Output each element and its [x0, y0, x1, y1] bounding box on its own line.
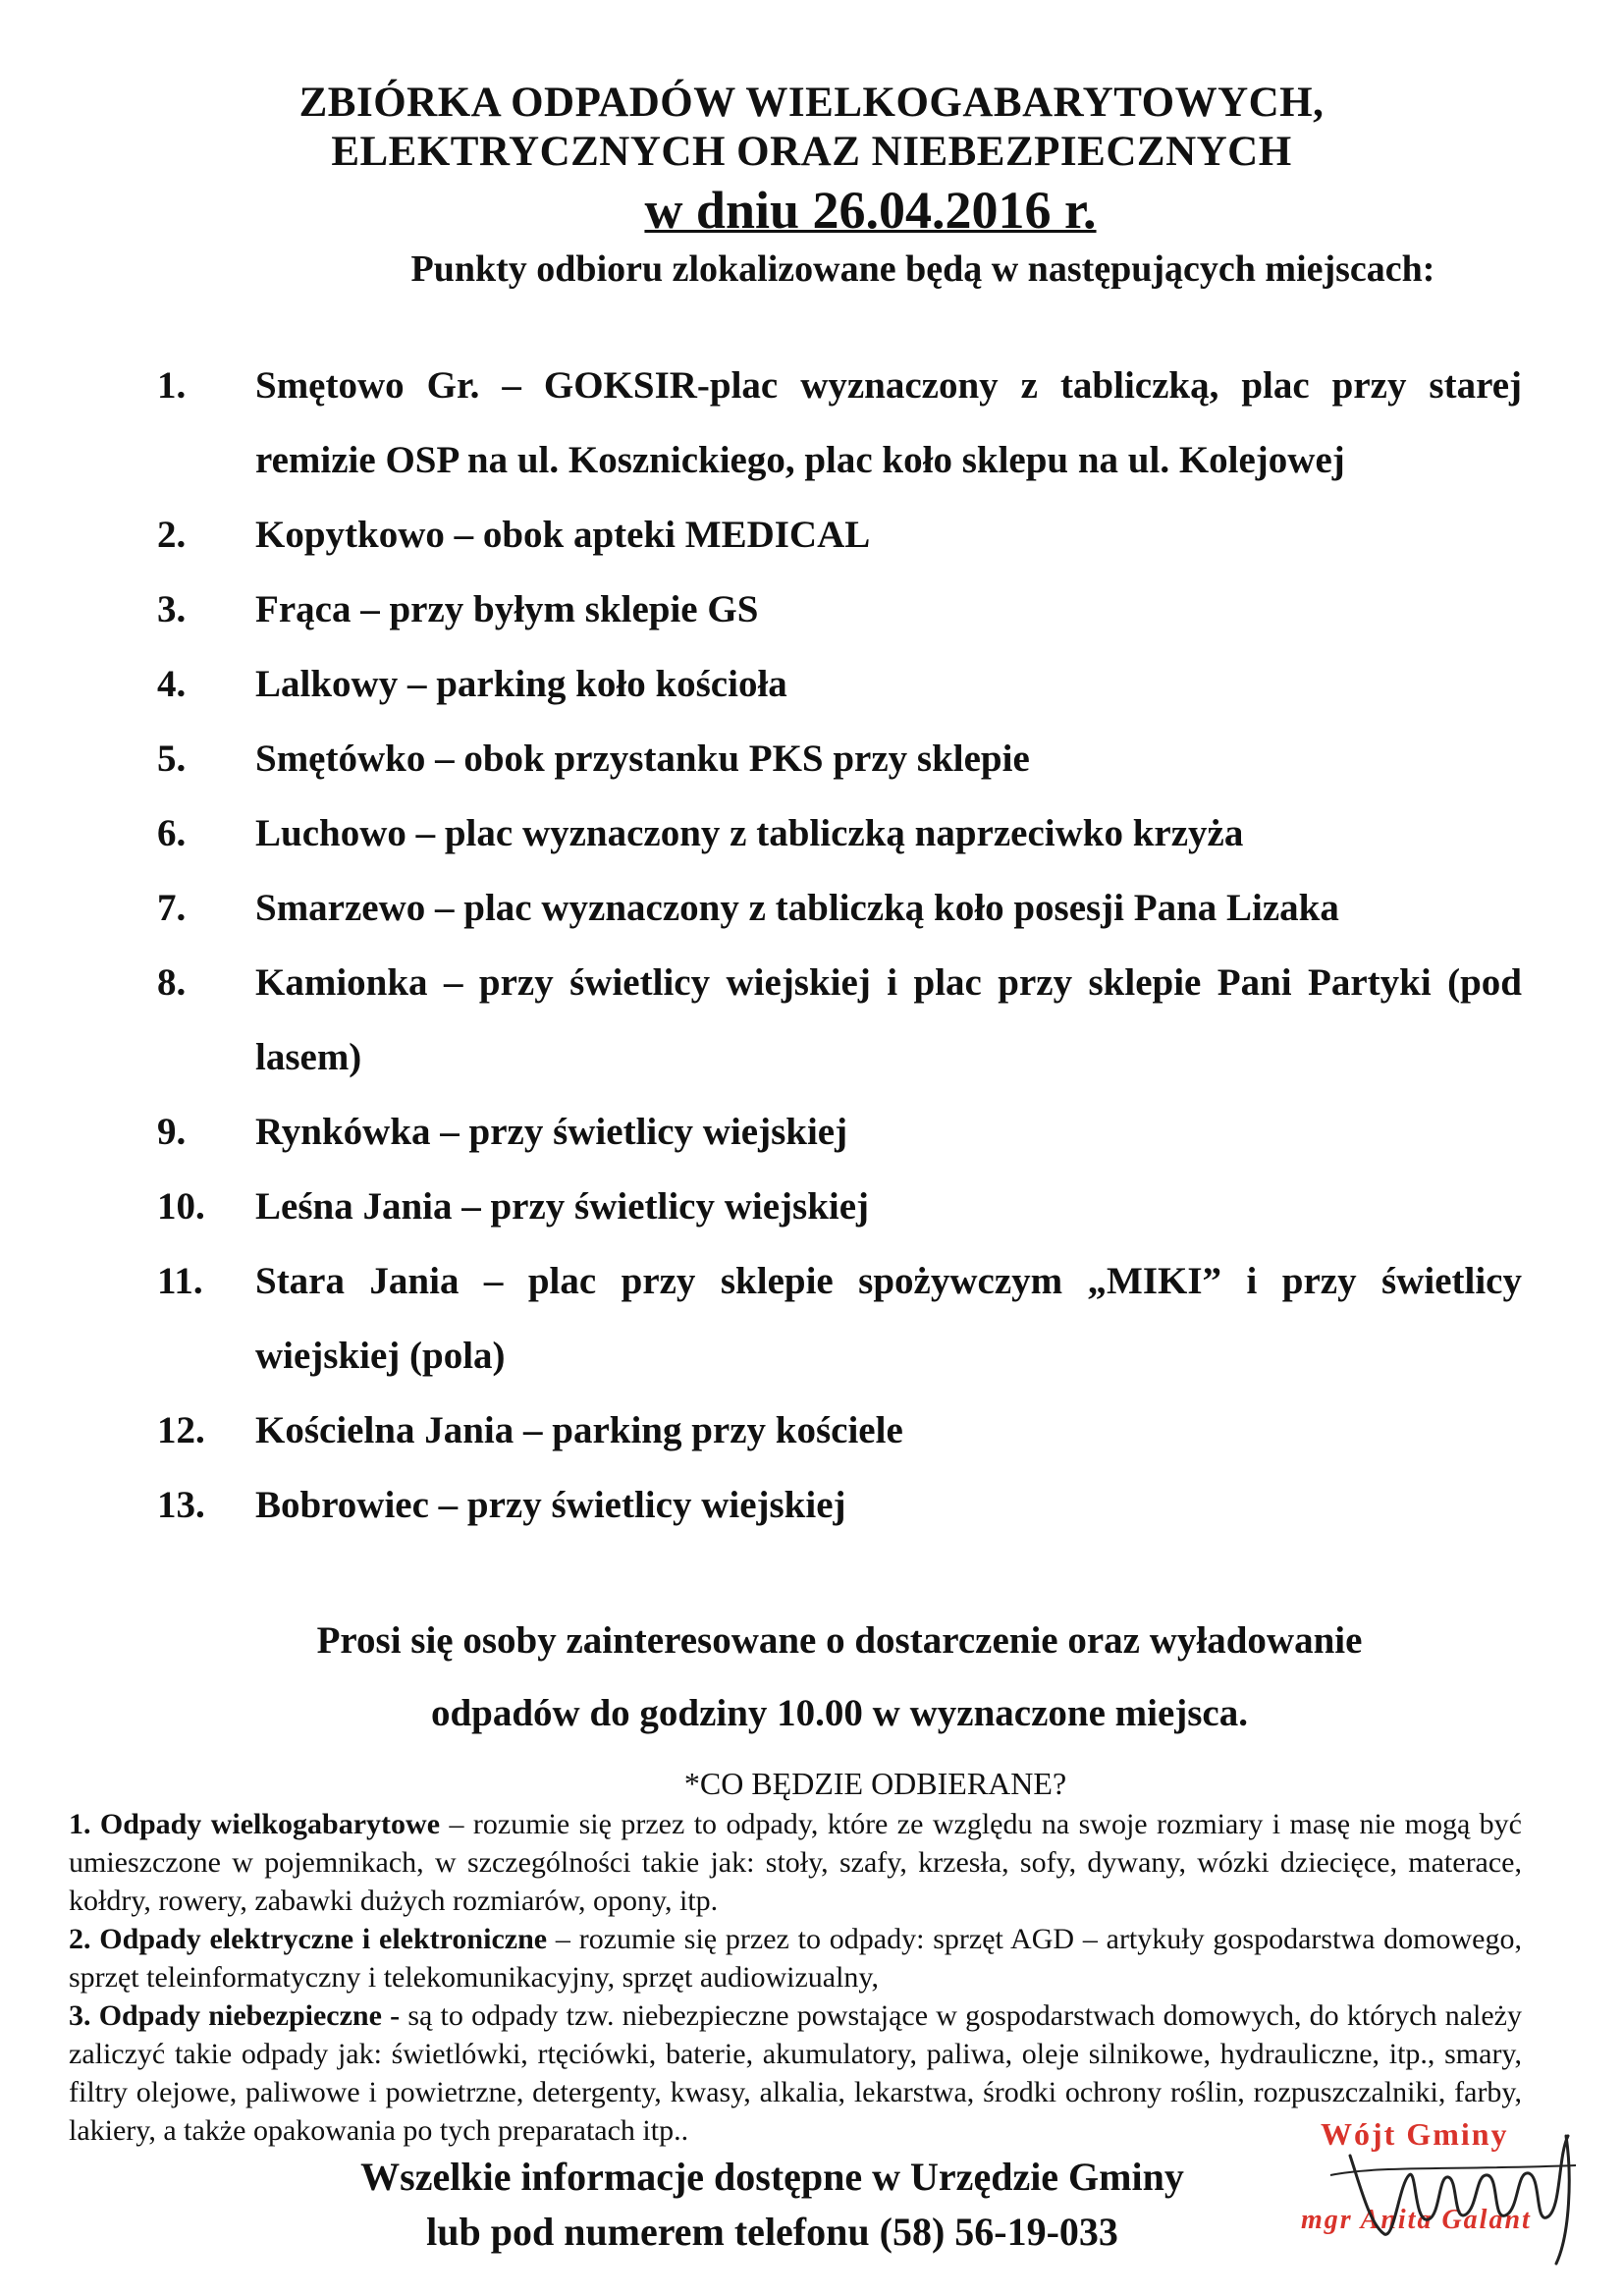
item-text: Kościelna Jania – parking przy kościele	[255, 1409, 903, 1451]
definition-term: 3. Odpady niebezpieczne -	[69, 1999, 408, 2032]
definition-text: – rozumie się przez to odpady: sprzęt AGD – artykuły gospodarstwa domowego, sprzęt teleinformatyczny i telekomunikacyjny, sprzęt audiowizualny,	[69, 1923, 1522, 1994]
item-text: Smarzewo – plac wyznaczony z tabliczką koło posesji Pana Lizaka	[255, 887, 1339, 929]
stamp-title: Wójt Gminy	[1321, 2116, 1509, 2152]
item-number: 4.	[157, 663, 187, 705]
item-text: Frąca – przy byłym sklepie GS	[255, 588, 759, 630]
official-stamp	[1291, 2116, 1586, 2273]
item-text: Bobrowiec – przy świetlicy wiejskiej	[255, 1484, 846, 1526]
item-number: 3.	[157, 588, 187, 630]
item-text: Kamionka – przy świetlicy wiejskiej i plac przy sklepie Pani Partyki (pod lasem)	[255, 961, 1522, 1078]
list-item	[147, 1468, 1522, 1543]
item-number: 9.	[157, 1111, 187, 1153]
list-item	[147, 349, 1522, 498]
item-number: 11.	[157, 1260, 203, 1302]
item-text: Luchowo – plac wyznaczony z tabliczką naprzeciwko krzyża	[255, 812, 1244, 854]
item-text: Lalkowy – parking koło kościoła	[255, 663, 787, 705]
definition-text: są to odpady tzw. niebezpieczne powstające w gospodarstwach domowych, do których należy zaliczyć takie odpady jak: świetlówki, rtęciówki, baterie, akumulatory, paliwa, oleje silnikowe, hydrauliczne, itp., smary, filtry olejowe, paliwowe i powietrzne, detergenty, kwasy, alkalia, lekarstwa, środki ochrony roślin, rozpuszczalniki, farby, lakiery, a także opakowania po tych preparatach itp..	[69, 1999, 1522, 2147]
item-number: 7.	[157, 887, 187, 929]
definition-term: 2. Odpady elektryczne i elektroniczne	[69, 1923, 548, 1955]
list-item	[147, 1095, 1522, 1170]
list-item	[147, 1170, 1522, 1244]
item-number: 2.	[157, 514, 187, 556]
definition-text: – rozumie się przez to odpady, które ze względu na swoje rozmiary i masę nie mogą być umieszczone w pojemnikach, w szczególności takie jak: stoły, szafy, krzesła, sofy, dywany, wózki dziecięce, materace, kołdry, rowery, zabawki dużych rozmiarów, opony, itp.	[69, 1808, 1522, 1917]
definition-item	[69, 1805, 1522, 1920]
what-collected-heading: *CO BĘDZIE ODBIERANE?	[683, 1766, 1067, 1801]
collection-date	[0, 180, 1623, 241]
item-number: 8.	[157, 961, 187, 1004]
item-number: 6.	[157, 812, 187, 854]
stamp-name: mgr Anita Galant	[1301, 2205, 1532, 2235]
delivery-notice-line-2: odpadów do godziny 10.00 w wyznaczone miejsca.	[430, 1692, 1248, 1734]
definitions	[69, 1805, 1522, 2150]
item-text: Smętowo Gr. – GOKSIR-plac wyznaczony z tabliczką, plac przy starej remizie OSP na ul. Kosznickiego, plac koło sklepu na ul. Kolejowej	[255, 364, 1522, 481]
item-number: 5.	[157, 738, 187, 780]
list-item	[147, 498, 1522, 573]
title-line-2: ELEKTRYCZNYCH ORAZ NIEBEZPIECZNYCH	[331, 129, 1292, 175]
delivery-notice-line-1: Prosi się osoby zainteresowane o dostarczenie oraz wyładowanie	[316, 1619, 1363, 1662]
collection-date-text: w dniu 26.04.2016 r.	[644, 181, 1097, 240]
definition-item	[69, 1920, 1522, 1996]
signature	[1291, 2116, 1586, 2273]
item-text: Kopytkowo – obok apteki MEDICAL	[255, 514, 871, 556]
item-text: Leśna Jania – przy świetlicy wiejskiej	[255, 1185, 870, 1228]
item-number: 12.	[157, 1409, 205, 1451]
collection-points-list	[147, 349, 1522, 1543]
item-number: 1.	[157, 364, 187, 407]
footer-line-2: lub pod numerem telefonu (58) 56-19-033	[426, 2210, 1118, 2254]
list-item	[147, 946, 1522, 1095]
list-item	[147, 871, 1522, 946]
subtitle: Punkty odbioru zlokalizowane będą w następujących miejscach:	[410, 248, 1435, 290]
footer-line-1: Wszelkie informacje dostępne w Urzędzie Gminy	[360, 2155, 1184, 2199]
item-text: Rynkówka – przy świetlicy wiejskiej	[255, 1111, 848, 1153]
list-item	[147, 1244, 1522, 1394]
list-item	[147, 1394, 1522, 1468]
item-text: Stara Jania – plac przy sklepie spożywczym „MIKI” i przy świetlicy wiejskiej (pola)	[255, 1260, 1522, 1377]
title-line-1: ZBIÓRKA ODPADÓW WIELKOGABARYTOWYCH,	[298, 80, 1325, 126]
definition-term: 1. Odpady wielkogabarytowe	[69, 1808, 441, 1840]
item-text: Smętówko – obok przystanku PKS przy sklepie	[255, 738, 1030, 780]
list-item	[147, 796, 1522, 871]
item-number: 13.	[157, 1484, 205, 1526]
list-item	[147, 722, 1522, 796]
list-item	[147, 573, 1522, 647]
list-item	[147, 647, 1522, 722]
item-number: 10.	[157, 1185, 205, 1228]
